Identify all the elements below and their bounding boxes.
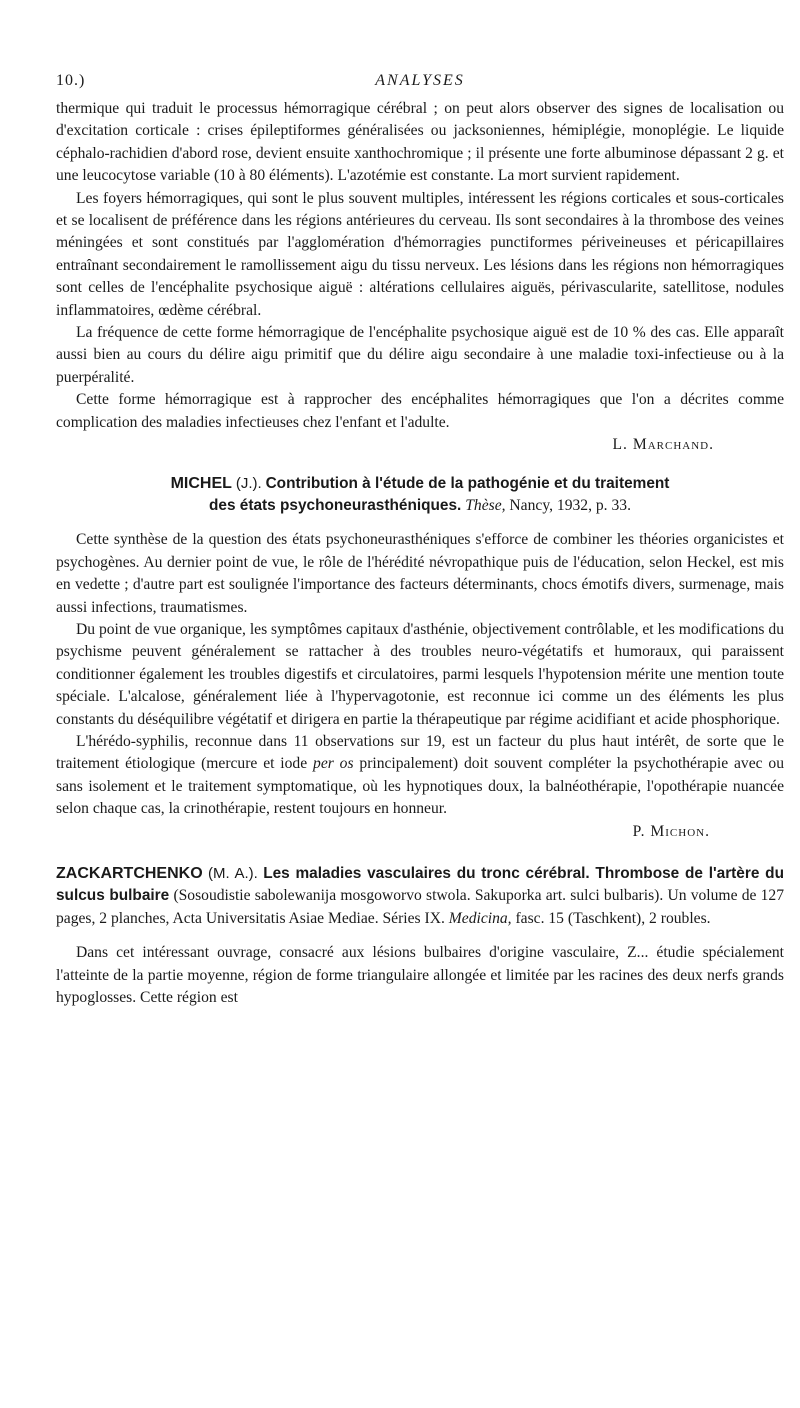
thesis-label: Thèse, xyxy=(465,496,506,514)
author-name: ZACKARTCHENKO xyxy=(56,865,203,882)
paragraph: Du point de vue organique, les symptômes capitaux d'asthénie, objectivement contrôlable, et les modifications du psychisme peuvent généralement se rattacher à des troubles neuro-végétatifs et humoraux, qui paraissent conditionner également les troubles digestifs et circulatoires, parmi lesquels l'hypotension mérite une mention toute spéciale. L'alcalose, généralement liée à l'hypervagotonie, est reconnue ici comme un des éléments les plus constants du déséquilibre végétatif et dirigera en partie la thérapeutique par régime acidifiant et acide phosphorique. xyxy=(56,620,784,728)
publication-info: Nancy, 1932, p. 33. xyxy=(509,496,631,514)
signature-michon: P. Michon. xyxy=(632,822,710,840)
running-head xyxy=(56,72,784,98)
signature-marchand: L. Marchand. xyxy=(612,436,714,454)
review-marchand xyxy=(56,98,784,457)
review-title: Les maladies vasculaires du tronc cérébral. Thrombose de l'artère du sulcus bulbaire xyxy=(56,865,784,905)
journal-name: Medicina, xyxy=(448,909,512,927)
paragraph: Dans cet intéressant ouvrage, consacré aux lésions bulbaires d'origine vasculaire, Z... étudie spécialement l'atteinte de la partie moyenne, région de forme triangulaire allongée et limitée par les racines des deux nerfs grands hypoglosses. Cette région est xyxy=(56,944,784,1007)
paragraph: Cette forme hémorragique est à rapprocher des encéphalites hémorragiques que l'on a décrites comme complication des maladies infectieuses chez l'enfant et l'adulte. xyxy=(56,391,784,431)
document-page xyxy=(56,72,784,1392)
page-number: 10.) xyxy=(56,72,86,89)
review-title: Contribution à l'étude de la pathogénie et du traitement xyxy=(265,474,670,492)
review-zackartchenko xyxy=(56,942,784,1009)
paragraph: La fréquence de cette forme hémorragique de l'encéphalite psychosique aiguë est de 10 % des cas. Elle apparaît aussi bien au cours du délire aigu primitif que du délire aigu secondaire à une maladie toxi-infectieuse ou à la puerpéralité. xyxy=(56,324,784,386)
author-initial: (M. A.). xyxy=(208,865,258,882)
paragraph: Les foyers hémorragiques, qui sont le plus souvent multiples, intéressent les régions corticales et sous-corticales et se localisent de préférence dans les régions antérieures du cerveau. Ils sont secondaires à la thrombose des veines méningées et sont constitués par l'agglomération d'hémorragies punctiformes périveineuses et péricapillaires entraînant secondairement le ramollissement aigu du tissu nerveux. Les lésions dans les régions non hémorragiques sont celles de l'encéphalite psychosique aiguë : altérations cellulaires aiguës, périvascularite, satellitose, nodules inflammatoires, œdème cérébral. xyxy=(56,189,784,319)
publication-details-continued: fasc. 15 (Taschkent), 2 roubles. xyxy=(515,909,711,927)
review-michel-header xyxy=(56,473,784,518)
section-title: ANALYSES xyxy=(375,72,465,89)
paragraph: thermique qui traduit le processus hémorragique cérébral ; on peut alors observer des signes de localisation ou d'excitation corticale : crises épileptiformes généralisées ou jacksoniennes, hémiplégie, monoplégie. Le liquide céphalo-rachidien d'abord rose, devient ensuite xanthochromique ; il présente une forte albuminose dépassant 2 g. et une leucocytose variable (10 à 80 éléments). L'azotémie est constante. La mort survient rapidement. xyxy=(56,100,784,185)
review-michel xyxy=(56,529,784,843)
review-title-continued: des états psychoneurasthéniques. xyxy=(209,496,462,514)
review-zackartchenko-header xyxy=(56,863,784,930)
publication-details: (Sosoudistie sabolewanija mosgoworvo stwola. Sakuporka art. sulci bulbaris). Un volume de 127 pages, 2 planches, Acta Universitatis Asiae Mediae. Séries IX. xyxy=(56,887,784,927)
paragraph: Cette synthèse de la question des états psychoneurasthéniques s'efforce de combiner les théories organicistes et psychogènes. Au dernier point de vue, le rôle de l'hérédité névropathique puis de l'éducation, selon Heckel, est mis en vedette ; d'autre part est soulignée l'importance des facteurs déterminants, chocs émotifs divers, surmenage, mais aussi infections, traumatismes. xyxy=(56,531,784,616)
author-name: MICHEL xyxy=(170,474,232,492)
author-initial: (J.). xyxy=(235,474,262,492)
paragraph: L'hérédo-syphilis, reconnue dans 11 observations sur 19, est un facteur du plus haut intérêt, de sorte que le traitement étiologique (mercure et iode per os principalement) doit souvent compléter la psychothérapie avec ou sans isolement et le traitement symptomatique, où les hypnotiques doux, la balnéothérapie, l'opothérapie nuancée selon chaque cas, la crinothérapie, restent toujours en honneur. P. Michon. xyxy=(56,731,784,843)
italic-text: per os xyxy=(313,755,354,773)
